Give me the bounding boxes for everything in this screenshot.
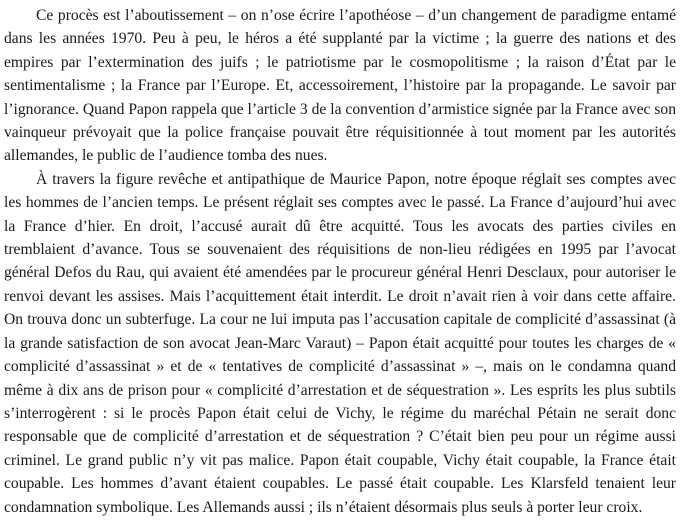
document-page xyxy=(4,4,676,519)
paragraph: Ce procès est l’aboutissement – on n’ose écrire l’apothéose – d’un changement de paradigme entamé dans les années 1970. Peu à peu, le héros a été supplanté par la victime ; la guerre des nations et des empires par l’extermination des juifs ; le patriotisme par le cosmopolitisme ; la raison d’État par le sentimentalisme ; la France par l’Europe. Et, accessoirement, l’histoire par la propagande. Le savoir par l’ignorance. Quand Papon rappela que l’article 3 de la convention d’armistice signée par la France avec son vainqueur prévoyait que la police française pouvait être réquisitionnée à tout moment par les autorités allemandes, le public de l’audience tomba des nues. xyxy=(4,7,676,165)
paragraph: À travers la figure revêche et antipathique de Maurice Papon, notre époque réglait ses comptes avec les hommes de l’ancien temps. Le présent réglait ses comptes avec le passé. La France d’aujourd’hui avec la France d’hier. En droit, l’accusé aurait dû être acquitté. Tous les avocats des parties civiles en tremblaient d’avance. Tous se souvenaient des réquisitions de non-lieu rédigées en 1995 par l’avocat général Defos du Rau, qui avaient été amendées par le procureur général Henri Desclaux, pour autoriser le renvoi devant les assises. Mais l’acquittement était interdit. Le droit n’avait rien à voir dans cette affaire. On trouva donc un subterfuge. La cour ne lui imputa pas l’accusation capitale de complicité d’assassinat (à la grande satisfaction de son avocat Jean-Marc Varaut) – Papon était acquitté pour toutes les charges de « complicité d’assassinat » et de « tentatives de complicité d’assassinat » –, mais on le condamna quand même à dix ans de prison pour « complicité d’arrestation et de séquestration ». Les esprits les plus subtils s’interrogèrent : si le procès Papon était celui de Vichy, le régime du maréchal Pétain ne serait donc responsable que de complicité d’arrestation et de séquestration ? C’était bien peu pour un régime aussi criminel. Le grand public n’y vit pas malice. Papon était coupable, Vichy était coupable, la France était coupable. Les hommes d’avant étaient coupables. Le passé était coupable. Les Klarsfeld tenaient leur condamnation symbolique. Les Allemands aussi ; ils n’étaient désormais plus seuls à porter leur croix. xyxy=(4,170,676,516)
